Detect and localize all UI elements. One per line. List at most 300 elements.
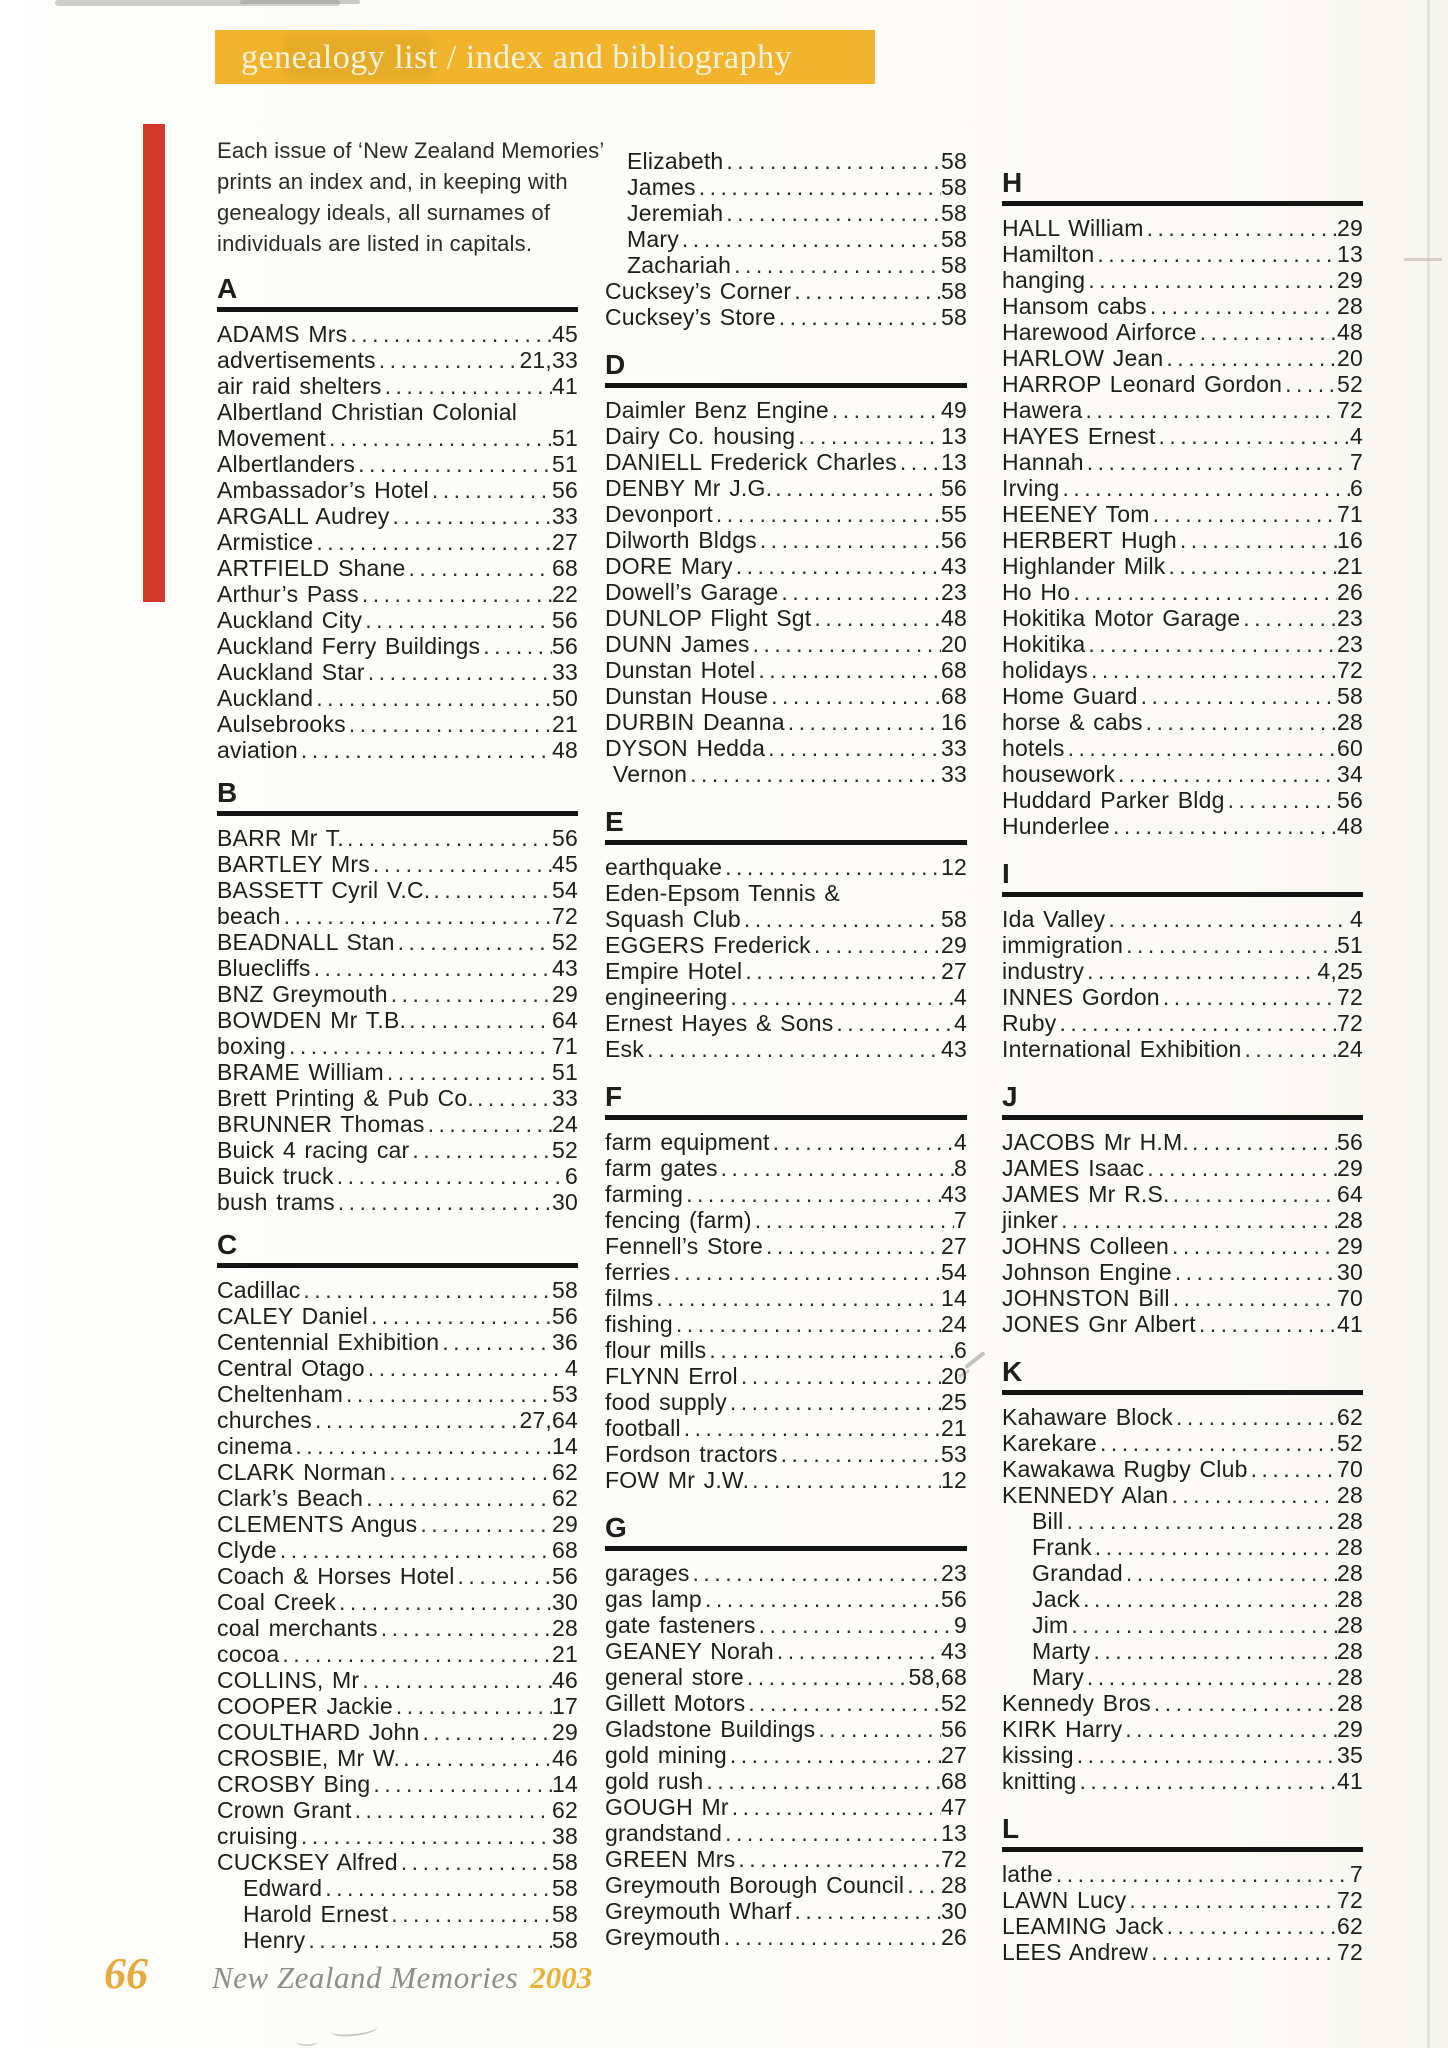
index-entry	[217, 1137, 578, 1163]
entry-page-number: 62	[1337, 1913, 1363, 1939]
page-footer	[104, 1948, 592, 1999]
index-entry	[1002, 1716, 1363, 1742]
entry-label: Coal Creek	[217, 1589, 337, 1615]
dot-leader	[795, 423, 941, 449]
entry-label: Greymouth Wharf	[605, 1898, 792, 1924]
entry-page-number: 29	[552, 1719, 578, 1745]
entry-label: boxing	[217, 1033, 286, 1059]
index-entry	[605, 1363, 967, 1389]
dot-leader	[277, 1537, 552, 1563]
index-entry	[217, 1875, 578, 1901]
dot-leader	[298, 737, 552, 763]
index-entry	[217, 685, 578, 711]
entry-page-number: 13	[941, 449, 967, 475]
entry-label: JOHNSTON Bill	[1002, 1285, 1170, 1311]
entry-label: HERBERT Hugh	[1002, 527, 1177, 553]
entry-page-number: 25	[941, 1389, 967, 1415]
index-entry	[217, 607, 578, 633]
entry-page-number: 58	[552, 1849, 578, 1875]
entry-label: Gillett Motors	[605, 1690, 746, 1716]
dot-leader	[1076, 1768, 1337, 1794]
entry-label: engineering	[605, 984, 728, 1010]
entry-label: Auckland Ferry Buildings	[217, 633, 481, 659]
dot-leader	[344, 825, 552, 851]
index-entry	[605, 1742, 967, 1768]
dot-leader	[1058, 1207, 1337, 1233]
scan-artifact	[329, 2020, 378, 2039]
entry-page-number: 27	[941, 1233, 967, 1259]
index-entry	[605, 735, 967, 761]
index-entry	[1002, 1913, 1363, 1939]
entry-page-number: 28	[1337, 1207, 1363, 1233]
dot-leader	[829, 397, 941, 423]
index-entry	[217, 1563, 578, 1589]
dot-leader	[727, 1389, 941, 1415]
entry-page-number: 58	[1337, 683, 1363, 709]
entry-page-number: 64	[1337, 1181, 1363, 1207]
dot-leader	[395, 929, 552, 955]
dot-leader	[745, 1690, 941, 1716]
index-entry	[217, 1667, 578, 1693]
index-column-3	[1002, 0, 1363, 1965]
entry-label: Empire Hotel	[605, 958, 743, 984]
entry-page-number: 16	[1337, 527, 1363, 553]
entry-label: horse & cabs	[1002, 709, 1143, 735]
dot-leader	[368, 1303, 552, 1329]
index-entry	[1002, 1311, 1363, 1337]
index-entry	[1002, 1010, 1363, 1036]
entry-page-number: 71	[552, 1033, 578, 1059]
entry-page-number: 7	[954, 1207, 967, 1233]
entry-label: BRAME William	[217, 1059, 384, 1085]
entry-label: Buick 4 racing car	[217, 1137, 410, 1163]
index-entry	[217, 877, 578, 903]
entry-page-number: 21,33	[519, 347, 578, 373]
dot-leader	[1151, 1690, 1337, 1716]
index-entry	[605, 984, 967, 1010]
dot-leader	[713, 501, 941, 527]
section-letter: J	[1002, 1081, 1019, 1112]
entry-label: Centennial Exhibition	[217, 1329, 440, 1355]
index-entry	[1002, 1036, 1363, 1062]
section-letter: I	[1002, 858, 1011, 889]
entry-page-number: 28	[941, 1872, 967, 1898]
dot-leader	[1144, 215, 1337, 241]
entry-page-number: 28	[1337, 1560, 1363, 1586]
entry-label: KIRK Harry	[1002, 1716, 1123, 1742]
entry-page-number: 56	[552, 633, 578, 659]
entry-label: BRUNNER Thomas	[217, 1111, 425, 1137]
index-entry	[217, 1059, 578, 1085]
index-entry	[605, 906, 967, 932]
entry-page-number: 56	[1337, 787, 1363, 813]
entry-page-number: 54	[941, 1259, 967, 1285]
entry-page-number: 6	[954, 1337, 967, 1363]
index-entry	[1002, 932, 1363, 958]
dot-leader	[1240, 605, 1337, 631]
entry-page-number: 13	[941, 423, 967, 449]
entry-label: food supply	[605, 1389, 727, 1415]
index-entry	[1002, 1233, 1363, 1259]
entry-label: Ernest Hayes & Sons	[605, 1010, 834, 1036]
entry-page-number: 43	[941, 553, 967, 579]
index-entry	[605, 200, 967, 226]
entry-label: HARLOW Jean	[1002, 345, 1164, 371]
entry-label: DUNN James	[605, 631, 750, 657]
index-entry	[605, 1259, 967, 1285]
index-entry	[1002, 1768, 1363, 1794]
dot-leader	[322, 1875, 552, 1901]
entry-label: Karekare	[1002, 1430, 1097, 1456]
dot-leader	[281, 903, 552, 929]
dot-leader	[1242, 1036, 1338, 1062]
dot-leader	[1091, 1638, 1338, 1664]
entry-label: Hannah	[1002, 449, 1084, 475]
section-header-k	[1002, 1354, 1363, 1395]
scan-artifact	[296, 2038, 318, 2046]
entry-label: farm gates	[605, 1155, 718, 1181]
entry-label: Dilworth Bldgs	[605, 527, 757, 553]
entry-label: Clark’s Beach	[217, 1485, 364, 1511]
index-entry	[1002, 423, 1363, 449]
dot-leader	[776, 304, 941, 330]
dot-leader	[1163, 345, 1337, 371]
entry-page-number: 4	[954, 1010, 967, 1036]
entry-page-number: 29	[552, 981, 578, 1007]
entry-page-number: 26	[941, 1924, 967, 1950]
entry-label: Brett Printing & Pub Co.	[217, 1085, 474, 1111]
entry-page-number: 21	[1337, 553, 1363, 579]
entry-label: BASSETT Cyril V.C.	[217, 877, 431, 903]
index-entry	[605, 1129, 967, 1155]
entry-label: grandstand	[605, 1820, 723, 1846]
entry-page-number: 43	[552, 955, 578, 981]
entry-page-number: 21	[552, 1641, 578, 1667]
entry-page-number: 58	[552, 1277, 578, 1303]
entry-page-number: 58	[941, 226, 967, 252]
index-entry	[217, 1771, 578, 1797]
section-letter: F	[605, 1081, 624, 1112]
dot-leader	[313, 685, 552, 711]
entry-label: HARROP Leonard Gordon	[1002, 371, 1283, 397]
entry-label: jinker	[1002, 1207, 1059, 1233]
entry-label: BOWDEN Mr T.B.	[217, 1007, 407, 1033]
entry-page-number: 68	[552, 1537, 578, 1563]
index-entry	[1002, 501, 1363, 527]
entry-page-number: 62	[552, 1485, 578, 1511]
index-entry	[217, 477, 578, 503]
entry-page-number: 52	[941, 1690, 967, 1716]
dot-leader	[417, 1511, 552, 1537]
dot-leader	[1156, 423, 1350, 449]
dot-leader	[370, 1771, 552, 1797]
index-entry	[605, 397, 967, 423]
index-entry	[217, 425, 578, 451]
dot-leader	[355, 451, 552, 477]
entry-label: CROSBIE, Mr W.	[217, 1745, 401, 1771]
entry-label: DANIELL Frederick Charles	[605, 449, 897, 475]
index-entry	[1002, 1482, 1363, 1508]
index-column-1	[217, 0, 605, 1953]
dot-leader	[833, 1010, 954, 1036]
dot-leader	[1082, 397, 1337, 423]
entry-page-number: 56	[941, 1716, 967, 1742]
entry-page-number: 52	[552, 929, 578, 955]
intro-line: genealogy ideals, all surnames of	[217, 200, 551, 225]
index-entry	[605, 880, 967, 906]
index-entry	[605, 1690, 967, 1716]
index-entry	[1002, 1129, 1363, 1155]
entry-page-number: 72	[1337, 984, 1363, 1010]
entry-page-number: 29	[1337, 1233, 1363, 1259]
index-entry	[605, 1036, 967, 1062]
index-entry	[217, 1615, 578, 1641]
index-entry	[605, 527, 967, 553]
index-entry	[217, 373, 578, 399]
entry-page-number: 36	[552, 1329, 578, 1355]
index-entry	[217, 1485, 578, 1511]
dot-leader	[347, 321, 552, 347]
index-entry	[217, 399, 578, 425]
dot-leader	[744, 1664, 909, 1690]
index-entry	[217, 737, 578, 763]
index-entry	[1002, 345, 1363, 371]
entry-page-number: 7	[1350, 449, 1363, 475]
entry-label: Ho Ho	[1002, 579, 1071, 605]
entry-label: GOUGH Mr	[605, 1794, 729, 1820]
entry-page-number: 22	[552, 581, 578, 607]
entry-page-number: 48	[941, 605, 967, 631]
section-header-g	[605, 1510, 967, 1551]
entry-page-number: 24	[941, 1311, 967, 1337]
entry-page-number: 58	[941, 148, 967, 174]
entry-label: COULTHARD John	[217, 1719, 420, 1745]
entry-page-number: 56	[941, 475, 967, 501]
entry-page-number: 28	[1337, 1664, 1363, 1690]
index-entry	[1002, 1742, 1363, 1768]
entry-label: Crown Grant	[217, 1797, 352, 1823]
dot-leader	[1172, 1259, 1337, 1285]
dot-leader	[405, 555, 552, 581]
dot-leader	[1189, 1129, 1337, 1155]
dot-leader	[393, 1693, 552, 1719]
dot-leader	[1097, 1430, 1337, 1456]
entry-label: Hunderlee	[1002, 813, 1110, 839]
index-entry	[1002, 787, 1363, 813]
entry-page-number: 23	[1337, 605, 1363, 631]
entry-page-number: 51	[552, 1059, 578, 1085]
entry-page-number: 62	[1337, 1404, 1363, 1430]
dot-leader	[763, 1233, 941, 1259]
entry-page-number: 6	[1350, 475, 1363, 501]
entry-label: Hamilton	[1002, 241, 1095, 267]
entry-page-number: 60	[1337, 735, 1363, 761]
entry-label: LEES Andrew	[1002, 1939, 1149, 1965]
entry-label: advertisements	[217, 347, 376, 373]
dot-leader	[792, 1898, 942, 1924]
entry-page-number: 56	[941, 527, 967, 553]
entry-page-number: 28	[1337, 1638, 1363, 1664]
dot-leader	[1150, 501, 1337, 527]
dot-leader	[1282, 371, 1337, 397]
index-entry	[1002, 657, 1363, 683]
entry-page-number: 58	[552, 1875, 578, 1901]
index-entry	[605, 1612, 967, 1638]
dot-leader	[741, 906, 941, 932]
dot-leader	[1248, 1456, 1337, 1482]
index-entry	[605, 657, 967, 683]
dot-leader	[690, 1560, 941, 1586]
entry-page-number: 28	[1337, 709, 1363, 735]
section-letter: H	[1002, 167, 1024, 198]
dot-leader	[1070, 579, 1337, 605]
index-entry	[1002, 958, 1363, 984]
entry-page-number: 41	[1337, 1311, 1363, 1337]
dot-leader	[768, 683, 941, 709]
entry-page-number: 72	[1337, 397, 1363, 423]
entry-label: JOHNS Colleen	[1002, 1233, 1169, 1259]
index-entry	[217, 711, 578, 737]
entry-page-number: 34	[1337, 761, 1363, 787]
dot-leader	[1123, 1560, 1337, 1586]
entry-page-number: 28	[1337, 1690, 1363, 1716]
entry-page-number: 56	[552, 1303, 578, 1329]
index-entry	[605, 605, 967, 631]
entry-page-number: 47	[941, 1794, 967, 1820]
index-entry	[1002, 1404, 1363, 1430]
index-entry	[1002, 813, 1363, 839]
index-entry	[1002, 605, 1363, 631]
dot-leader	[1173, 1404, 1337, 1430]
dot-leader	[1170, 1285, 1337, 1311]
entry-label: JACOBS Mr H.M.	[1002, 1129, 1189, 1155]
dot-leader	[312, 1407, 520, 1433]
section-letter: E	[605, 806, 625, 837]
section-header-j	[1002, 1079, 1363, 1120]
entry-page-number: 33	[941, 735, 967, 761]
dot-leader	[670, 1259, 941, 1285]
dot-leader	[1080, 1586, 1337, 1612]
entry-page-number: 45	[552, 851, 578, 877]
dot-leader	[1148, 1939, 1337, 1965]
entry-page-number: 55	[941, 501, 967, 527]
dot-leader	[384, 1059, 552, 1085]
dot-leader	[365, 1355, 565, 1381]
index-entry	[605, 683, 967, 709]
entry-page-number: 21	[941, 1415, 967, 1441]
index-entry	[217, 451, 578, 477]
entry-page-number: 4	[954, 984, 967, 1010]
entry-page-number: 33	[941, 761, 967, 787]
entry-label: GREEN Mrs	[605, 1846, 736, 1872]
index-entry	[605, 1441, 967, 1467]
index-entry	[217, 1693, 578, 1719]
entry-label: ARGALL Audrey	[217, 503, 390, 529]
index-entry	[217, 581, 578, 607]
entry-label: JAMES Isaac	[1002, 1155, 1145, 1181]
entry-label: Mary	[1032, 1664, 1084, 1690]
entry-label: DURBIN Deanna	[605, 709, 785, 735]
dot-leader	[398, 1849, 552, 1875]
section-header-c	[217, 1227, 578, 1268]
entry-page-number: 7	[1350, 1861, 1363, 1887]
entry-page-number: 20	[941, 1363, 967, 1389]
entry-page-number: 29	[1337, 215, 1363, 241]
entry-page-number: 58	[941, 174, 967, 200]
entry-label: Elizabeth	[627, 148, 724, 174]
dot-leader	[791, 278, 941, 304]
entry-page-number: 72	[1337, 1939, 1363, 1965]
entry-page-number: 71	[1337, 501, 1363, 527]
entry-page-number: 28	[1337, 1586, 1363, 1612]
index-entry	[605, 1664, 967, 1690]
entry-page-number: 29	[1337, 1155, 1363, 1181]
index-entry	[1002, 1285, 1363, 1311]
entry-page-number: 51	[552, 425, 578, 451]
index-entry	[217, 659, 578, 685]
dot-leader	[1084, 449, 1350, 475]
dot-leader	[1164, 1913, 1337, 1939]
entry-page-number: 43	[941, 1036, 967, 1062]
entry-page-number: 33	[552, 503, 578, 529]
index-entry	[217, 981, 578, 1007]
dot-leader	[336, 1589, 552, 1615]
index-entry	[605, 1415, 967, 1441]
entry-label: Movement	[217, 425, 326, 451]
entry-label: LAWN Lucy	[1002, 1887, 1127, 1913]
index-entry	[217, 1797, 578, 1823]
index-entry	[1002, 397, 1363, 423]
entry-label: Devonport	[605, 501, 713, 527]
entry-label: JONES Gnr Albert	[1002, 1311, 1196, 1337]
index-entry	[1002, 761, 1363, 787]
dot-leader	[683, 1181, 941, 1207]
index-entry	[1002, 906, 1363, 932]
dot-leader	[1092, 1534, 1337, 1560]
dot-leader	[727, 984, 954, 1010]
entry-label: farm equipment	[605, 1129, 770, 1155]
index-entry	[605, 423, 967, 449]
index-entry	[605, 148, 967, 174]
entry-label: CLEMENTS Angus	[217, 1511, 418, 1537]
intro-line: prints an index and, in keeping with	[217, 169, 568, 194]
entry-label: Vernon	[613, 761, 688, 787]
dot-leader	[673, 1311, 941, 1337]
index-entry	[217, 1329, 578, 1355]
entry-label: Dairy Co. housing	[605, 423, 796, 449]
entry-page-number: 28	[1337, 293, 1363, 319]
dot-leader	[687, 761, 941, 787]
index-entry	[605, 631, 967, 657]
index-entry	[217, 1641, 578, 1667]
entry-page-number: 29	[552, 1511, 578, 1537]
entry-label: lathe	[1002, 1861, 1053, 1887]
dot-leader	[480, 633, 552, 659]
index-entry	[1002, 293, 1363, 319]
entry-label: general store	[605, 1664, 744, 1690]
entry-label: CUCKSEY Alfred	[217, 1849, 398, 1875]
entry-label: kissing	[1002, 1742, 1074, 1768]
entry-page-number: 24	[1337, 1036, 1363, 1062]
dot-leader	[376, 347, 520, 373]
dot-leader	[382, 373, 552, 399]
dot-leader	[735, 1846, 941, 1872]
entry-page-number: 13	[1337, 241, 1363, 267]
entry-label: Aulsebrooks	[217, 711, 346, 737]
entry-label: Hokitika Motor Garage	[1002, 605, 1241, 631]
entry-label: housework	[1002, 761, 1116, 787]
entry-label: Johnson Engine	[1002, 1259, 1172, 1285]
